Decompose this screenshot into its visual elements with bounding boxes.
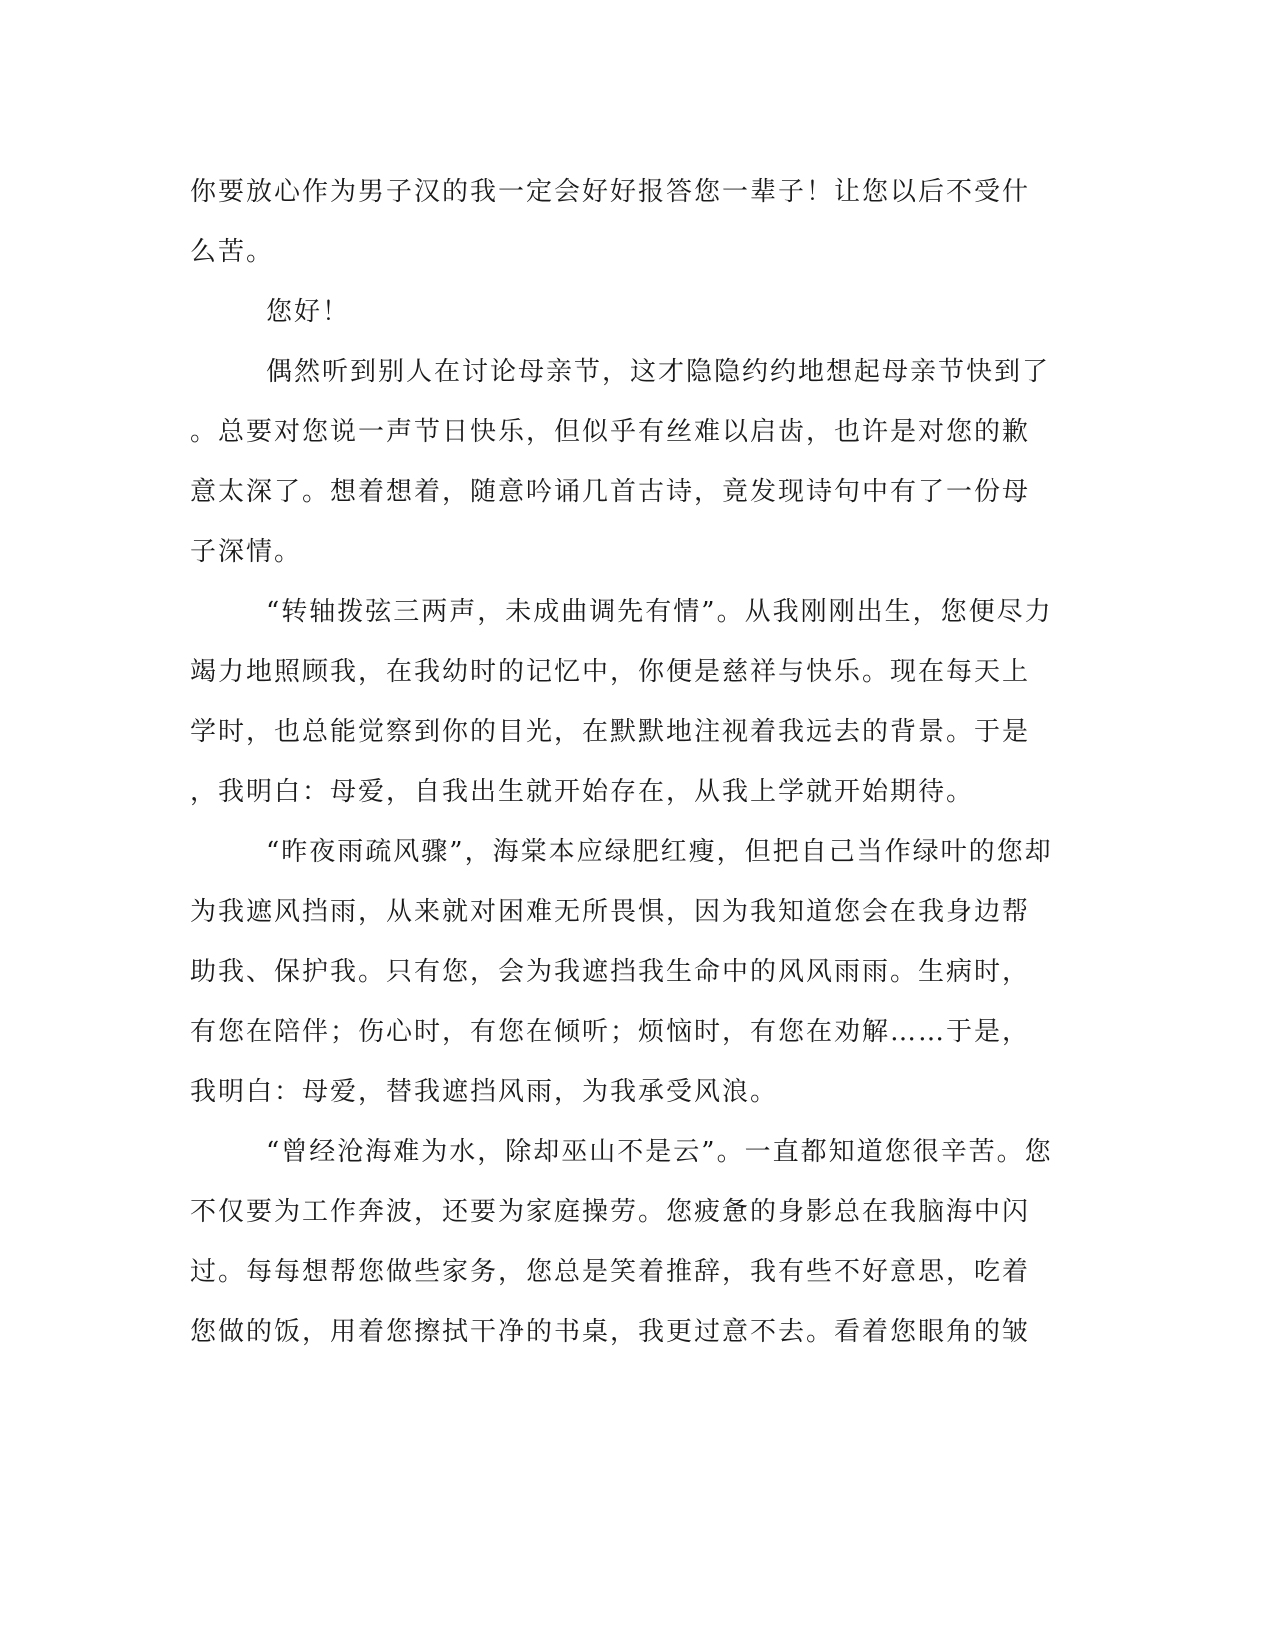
text-line: ，我明白：母爱，自我出生就开始存在，从我上学就开始期待。 [190,777,975,807]
text-line: 有您在陪伴；伤心时，有您在倾听；烦恼时，有您在劝解……于是， [190,1017,1031,1047]
document-body [190,162,1085,1362]
paragraph-start: “曾经沧海难为水，除却巫山不是云”。一直都知道您很辛苦。您 [266,1137,1053,1167]
text-line: 子深情。 [190,537,303,567]
text-line: 您做的饭，用着您擦拭干净的书桌，我更过意不去。看着您眼角的皱 [190,1317,1031,1347]
text-line: 学时，也总能觉察到你的目光，在默默地注视着我远去的背景。于是 [190,717,1031,747]
text-line: 么苦。 [190,237,275,267]
text-line: 为我遮风挡雨，从来就对困难无所畏惧，因为我知道您会在我身边帮 [190,897,1031,927]
text-line: 不仅要为工作奔波，还要为家庭操劳。您疲惫的身影总在我脑海中闪 [190,1197,1031,1227]
text-line: 助我、保护我。只有您，会为我遮挡我生命中的风风雨雨。生病时， [190,957,1031,987]
paragraph-start: 偶然听到别人在讨论母亲节，这才隐隐约约地想起母亲节快到了 [266,357,1051,387]
text-line: 竭力地照顾我，在我幼时的记忆中，你便是慈祥与快乐。现在每天上 [190,657,1031,687]
greeting-line: 您好！ [266,297,351,327]
text-line: 我明白：母爱，替我遮挡风雨，为我承受风浪。 [190,1077,779,1107]
paragraph-start: “转轴拨弦三两声，未成曲调先有情”。从我刚刚出生，您便尽力 [266,597,1053,627]
paragraph-start: “昨夜雨疏风骤”，海棠本应绿肥红瘦，但把自己当作绿叶的您却 [266,837,1053,867]
text-line: 过。每每想帮您做些家务，您总是笑着推辞，我有些不好意思，吃着 [190,1257,1031,1287]
text-line: 意太深了。想着想着，随意吟诵几首古诗，竟发现诗句中有了一份母 [190,477,1031,507]
text-line: 你要放心作为男子汉的我一定会好好报答您一辈子！让您以后不受什 [190,177,1031,207]
text-line: 。总要对您说一声节日快乐，但似乎有丝难以启齿，也许是对您的歉 [190,417,1031,447]
